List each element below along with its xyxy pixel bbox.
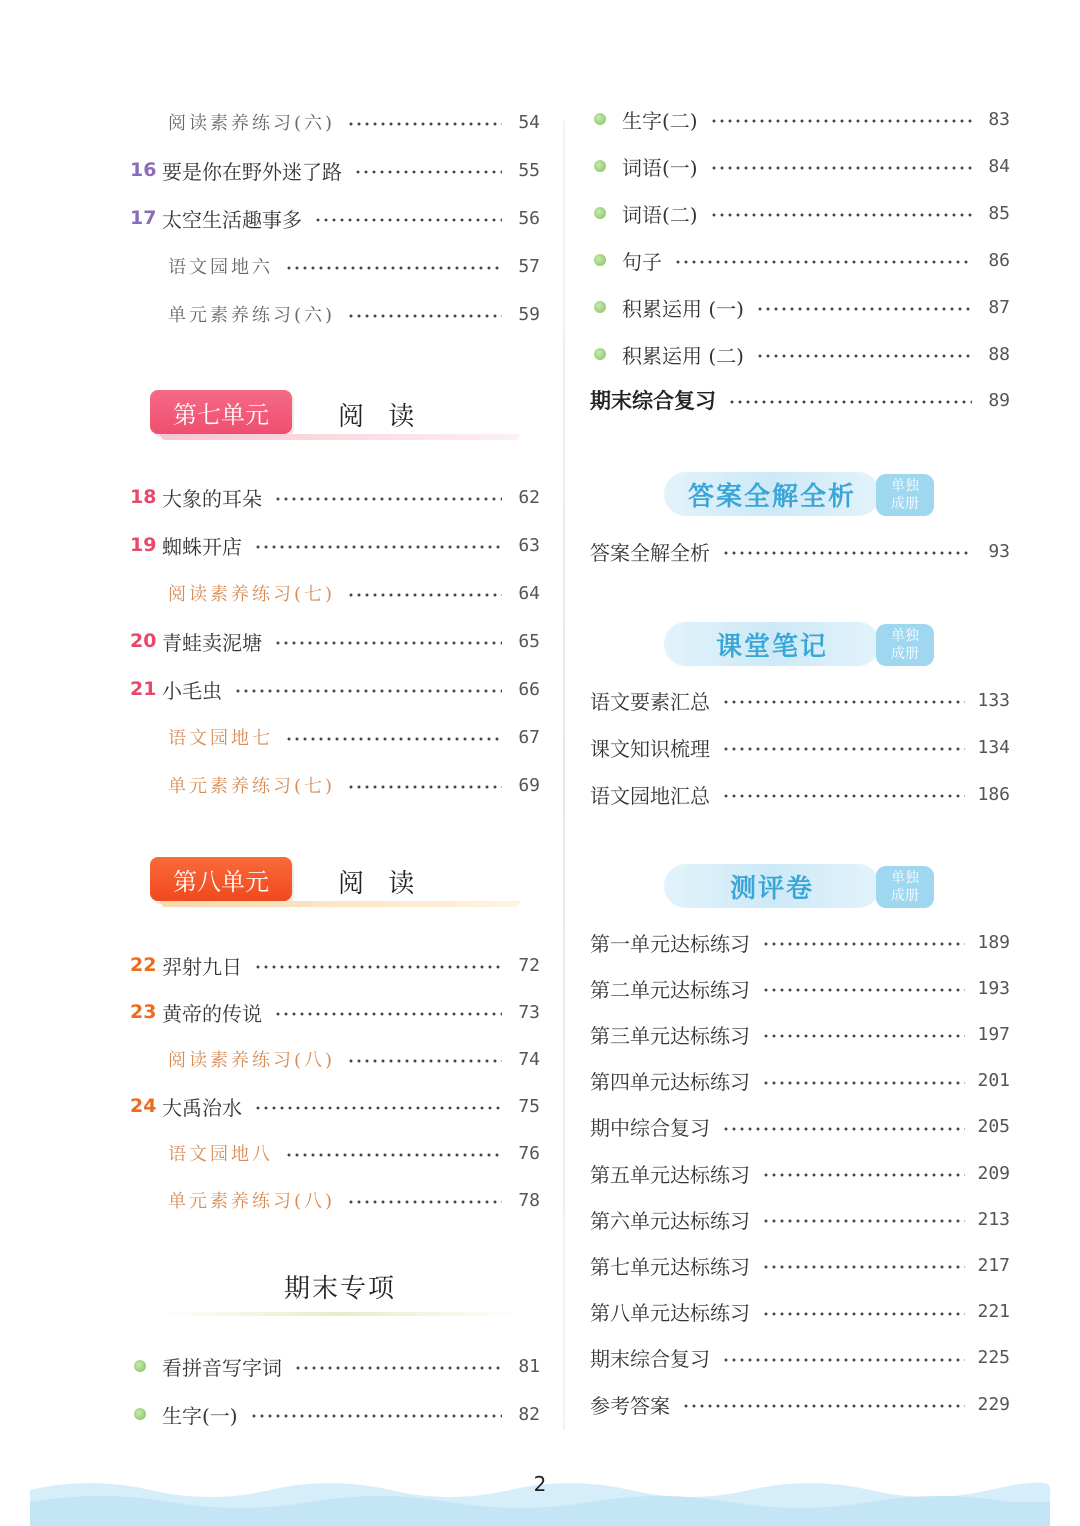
leader-dots <box>234 689 502 693</box>
toc-entry-page: 209 <box>977 1162 1010 1184</box>
toc-entry-title: 黄帝的传说 <box>162 1001 262 1026</box>
leader-dots <box>762 1081 965 1085</box>
unit-8-header <box>150 857 520 913</box>
toc-entry[interactable] <box>130 477 540 517</box>
toc-entry-page: 85 <box>988 202 1010 224</box>
leader-dots <box>347 122 502 126</box>
toc-entry[interactable] <box>590 774 1010 814</box>
toc-entry-title: 第三单元达标练习 <box>590 1023 750 1048</box>
toc-entry-title: 积累运用 (一) <box>622 296 744 321</box>
green-bullet-icon <box>594 348 606 360</box>
toc-entry[interactable] <box>130 246 540 286</box>
toc-entry-page: 55 <box>518 159 540 181</box>
notes-banner-title: 课堂笔记 <box>664 622 880 666</box>
toc-entry-title: 要是你在野外迷了路 <box>162 159 342 184</box>
lesson-number: 20 <box>130 630 157 652</box>
toc-entry-page: 86 <box>988 249 1010 271</box>
test-banner-title: 测评卷 <box>664 864 880 908</box>
toc-entry-page: 88 <box>988 343 1010 365</box>
leader-dots <box>710 166 972 170</box>
toc-entry-title: 第八单元达标练习 <box>590 1301 750 1326</box>
leader-dots <box>756 354 972 358</box>
toc-entry-title: 第一单元达标练习 <box>590 931 750 956</box>
green-bullet-icon <box>594 254 606 266</box>
toc-entry-title: 阅读素养练习(八) <box>168 1050 336 1071</box>
page-number: 2 <box>533 1472 547 1496</box>
toc-entry-title: 答案全解全析 <box>590 540 710 565</box>
toc-entry[interactable] <box>590 1338 1010 1378</box>
toc-entry-page: 197 <box>977 1023 1010 1045</box>
leader-dots <box>722 794 965 798</box>
toc-entry-page: 63 <box>518 534 540 556</box>
toc-entry-title: 看拼音写字词 <box>162 1355 282 1380</box>
toc-entry-page: 56 <box>518 207 540 229</box>
toc-entry-title: 单元素养练习(七) <box>168 776 336 797</box>
toc-entry[interactable] <box>130 1086 540 1126</box>
leader-dots <box>285 266 502 270</box>
separate-booklet-tag: 单独 成册 <box>876 866 934 908</box>
toc-entry[interactable] <box>130 1180 540 1220</box>
toc-entry[interactable] <box>130 717 540 757</box>
toc-entry-title: 课文知识梳理 <box>590 736 710 761</box>
toc-entry-title: 语文园地八 <box>168 1144 273 1165</box>
toc-entry-title: 语文园地汇总 <box>590 783 710 808</box>
lesson-number: 24 <box>130 1095 157 1117</box>
leader-dots <box>710 119 972 123</box>
green-bullet-icon <box>594 301 606 313</box>
separate-booklet-tag: 单独 成册 <box>876 474 934 516</box>
toc-entry[interactable] <box>130 1346 540 1386</box>
answers-banner-title: 答案全解全析 <box>664 472 880 516</box>
toc-entry-title: 大象的耳朵 <box>162 486 262 511</box>
toc-entry[interactable] <box>590 1014 1010 1054</box>
toc-entry-page: 213 <box>977 1208 1010 1230</box>
toc-entry-final-review[interactable] <box>590 380 1010 420</box>
toc-entry[interactable] <box>130 150 540 190</box>
toc-entry[interactable] <box>590 1199 1010 1239</box>
toc-entry-page: 193 <box>977 977 1010 999</box>
toc-entry-page: 54 <box>518 111 540 133</box>
leader-dots <box>347 1059 502 1063</box>
toc-entry[interactable] <box>590 1384 1010 1424</box>
toc-entry[interactable] <box>590 240 1010 280</box>
unit-7-label: 阅 读 <box>338 402 423 432</box>
toc-entry-title: 生字(二) <box>622 108 698 133</box>
toc-entry-page: 217 <box>977 1254 1010 1276</box>
leader-dots <box>347 314 502 318</box>
toc-entry-page: 59 <box>518 303 540 325</box>
leader-dots <box>722 551 972 555</box>
leader-dots <box>762 1265 965 1269</box>
leader-dots <box>254 545 502 549</box>
toc-entry-page: 73 <box>518 1001 540 1023</box>
leader-dots <box>762 1219 965 1223</box>
leader-dots <box>728 400 972 404</box>
leader-dots <box>762 1173 965 1177</box>
unit-8-underline <box>160 901 520 907</box>
toc-entry-page: 67 <box>518 726 540 748</box>
leader-dots <box>762 1312 965 1316</box>
notes-booklet-banner <box>664 622 936 668</box>
leader-dots <box>347 593 502 597</box>
leader-dots <box>274 641 502 645</box>
toc-entry-page: 229 <box>977 1393 1010 1415</box>
toc-entry-title: 青蛙卖泥塘 <box>162 630 262 655</box>
toc-entry[interactable] <box>590 1153 1010 1193</box>
toc-entry-page: 89 <box>988 389 1010 411</box>
toc-entry-page: 74 <box>518 1048 540 1070</box>
toc-entry[interactable] <box>590 1245 1010 1285</box>
toc-entry[interactable] <box>130 198 540 238</box>
toc-entry-title: 蜘蛛开店 <box>162 534 242 559</box>
unit-7-header <box>150 390 520 446</box>
leader-dots <box>756 307 972 311</box>
green-bullet-icon <box>134 1408 146 1420</box>
toc-entry[interactable] <box>130 765 540 805</box>
toc-entry-page: 81 <box>518 1355 540 1377</box>
final-special-title: 期末专项 <box>283 1274 396 1304</box>
leader-dots <box>254 965 502 969</box>
leader-dots <box>722 1127 965 1131</box>
toc-entry[interactable] <box>590 99 1010 139</box>
toc-entry-page: 62 <box>518 486 540 508</box>
toc-entry-page: 221 <box>977 1301 1010 1323</box>
toc-entry-page: 93 <box>988 540 1010 562</box>
green-bullet-icon <box>594 113 606 125</box>
toc-entry-page: 57 <box>518 255 540 277</box>
lesson-number: 21 <box>130 678 157 700</box>
leader-dots <box>674 260 972 264</box>
toc-entry[interactable] <box>590 727 1010 767</box>
leader-dots <box>710 213 972 217</box>
leader-dots <box>274 1012 502 1016</box>
final-special-underline <box>160 1312 520 1316</box>
column-divider <box>563 120 565 1430</box>
toc-entry[interactable] <box>590 968 1010 1008</box>
toc-entry-answers[interactable] <box>590 531 1010 571</box>
unit-8-label: 阅 读 <box>338 869 423 899</box>
green-bullet-icon <box>134 1360 146 1372</box>
toc-entry[interactable] <box>130 669 540 709</box>
toc-entry-title: 语文园地六 <box>168 257 273 278</box>
toc-entry[interactable] <box>590 1292 1010 1332</box>
toc-entry[interactable] <box>590 1061 1010 1101</box>
toc-entry[interactable] <box>590 193 1010 233</box>
toc-entry[interactable] <box>130 621 540 661</box>
toc-entry-page: 78 <box>518 1189 540 1211</box>
toc-entry[interactable] <box>130 945 540 985</box>
toc-entry-page: 205 <box>977 1116 1010 1138</box>
leader-dots <box>354 170 502 174</box>
toc-entry-title: 语文园地七 <box>168 728 273 749</box>
toc-entry-title: 阅读素养练习(七) <box>168 584 336 605</box>
toc-entry-page: 133 <box>977 689 1010 711</box>
toc-entry-page: 64 <box>518 582 540 604</box>
toc-entry-page: 87 <box>988 296 1010 318</box>
toc-entry[interactable] <box>130 1394 540 1434</box>
toc-entry-title: 期末综合复习 <box>590 1347 710 1372</box>
toc-entry-title: 期末综合复习 <box>590 389 716 413</box>
lesson-number: 23 <box>130 1001 157 1023</box>
lesson-number: 16 <box>130 159 157 181</box>
leader-dots <box>347 1200 502 1204</box>
toc-entry[interactable] <box>130 294 540 334</box>
toc-entry-title: 太空生活趣事多 <box>162 207 302 232</box>
lesson-number: 22 <box>130 954 157 976</box>
toc-entry-title: 句子 <box>622 249 662 274</box>
lesson-number: 19 <box>130 534 157 556</box>
toc-entry-title: 语文要素汇总 <box>590 689 710 714</box>
leader-dots <box>722 747 965 751</box>
toc-entry-title: 第四单元达标练习 <box>590 1070 750 1095</box>
toc-entry-page: 72 <box>518 954 540 976</box>
toc-entry[interactable] <box>130 525 540 565</box>
toc-entry-title: 词语(二) <box>622 202 698 227</box>
leader-dots <box>314 218 502 222</box>
toc-entry-page: 82 <box>518 1403 540 1425</box>
toc-entry[interactable] <box>590 146 1010 186</box>
toc-entry-page: 75 <box>518 1095 540 1117</box>
toc-entry-title: 第六单元达标练习 <box>590 1208 750 1233</box>
toc-entry-title: 小毛虫 <box>162 678 222 703</box>
toc-entry-page: 76 <box>518 1142 540 1164</box>
toc-entry[interactable] <box>590 287 1010 327</box>
toc-entry[interactable] <box>130 992 540 1032</box>
toc-entry-title: 参考答案 <box>590 1393 670 1418</box>
toc-entry-title: 羿射九日 <box>162 954 242 979</box>
unit-8-badge: 第八单元 <box>150 857 292 901</box>
leader-dots <box>762 1034 965 1038</box>
unit-7-badge: 第七单元 <box>150 390 292 434</box>
toc-entry-title: 大禹治水 <box>162 1095 242 1120</box>
toc-entry-page: 189 <box>977 931 1010 953</box>
toc-entry-page: 134 <box>977 736 1010 758</box>
test-booklet-banner <box>664 864 936 910</box>
toc-entry-title: 第七单元达标练习 <box>590 1254 750 1279</box>
toc-entry[interactable] <box>130 1133 540 1173</box>
toc-entry-title: 单元素养练习(八) <box>168 1191 336 1212</box>
leader-dots <box>274 497 502 501</box>
toc-entry-title: 阅读素养练习(六) <box>168 113 336 134</box>
green-bullet-icon <box>594 207 606 219</box>
toc-entry-title: 生字(一) <box>162 1403 238 1428</box>
toc-entry-page: 84 <box>988 155 1010 177</box>
leader-dots <box>762 942 965 946</box>
toc-entry-title: 词语(一) <box>622 155 698 180</box>
toc-entry[interactable] <box>590 1107 1010 1147</box>
toc-entry-page: 83 <box>988 108 1010 130</box>
final-special-header <box>160 1268 520 1328</box>
leader-dots <box>294 1366 502 1370</box>
toc-entry-title: 第五单元达标练习 <box>590 1162 750 1187</box>
toc-entry-page: 225 <box>977 1347 1010 1369</box>
toc-entry[interactable] <box>130 573 540 613</box>
toc-entry[interactable] <box>130 1039 540 1079</box>
leader-dots <box>762 988 965 992</box>
leader-dots <box>250 1414 502 1418</box>
toc-entry-page: 65 <box>518 630 540 652</box>
toc-entry-title: 期中综合复习 <box>590 1116 710 1141</box>
toc-entry-page: 186 <box>977 783 1010 805</box>
leader-dots <box>682 1404 965 1408</box>
answers-booklet-banner <box>664 472 936 518</box>
toc-entry[interactable] <box>590 334 1010 374</box>
toc-entry[interactable] <box>590 680 1010 720</box>
leader-dots <box>722 1358 965 1362</box>
toc-entry-title: 单元素养练习(六) <box>168 305 336 326</box>
toc-entry-title: 积累运用 (二) <box>622 343 744 368</box>
toc-entry-page: 201 <box>977 1070 1010 1092</box>
leader-dots <box>347 785 502 789</box>
leader-dots <box>254 1106 502 1110</box>
separate-booklet-tag: 单独 成册 <box>876 624 934 666</box>
lesson-number: 17 <box>130 207 157 229</box>
unit-7-underline <box>160 434 520 440</box>
toc-entry-page: 66 <box>518 678 540 700</box>
leader-dots <box>722 700 965 704</box>
leader-dots <box>285 737 502 741</box>
toc-entry-page: 69 <box>518 774 540 796</box>
leader-dots <box>285 1153 502 1157</box>
toc-entry[interactable] <box>130 102 540 142</box>
green-bullet-icon <box>594 160 606 172</box>
toc-entry-title: 第二单元达标练习 <box>590 977 750 1002</box>
lesson-number: 18 <box>130 486 157 508</box>
toc-entry[interactable] <box>590 922 1010 962</box>
